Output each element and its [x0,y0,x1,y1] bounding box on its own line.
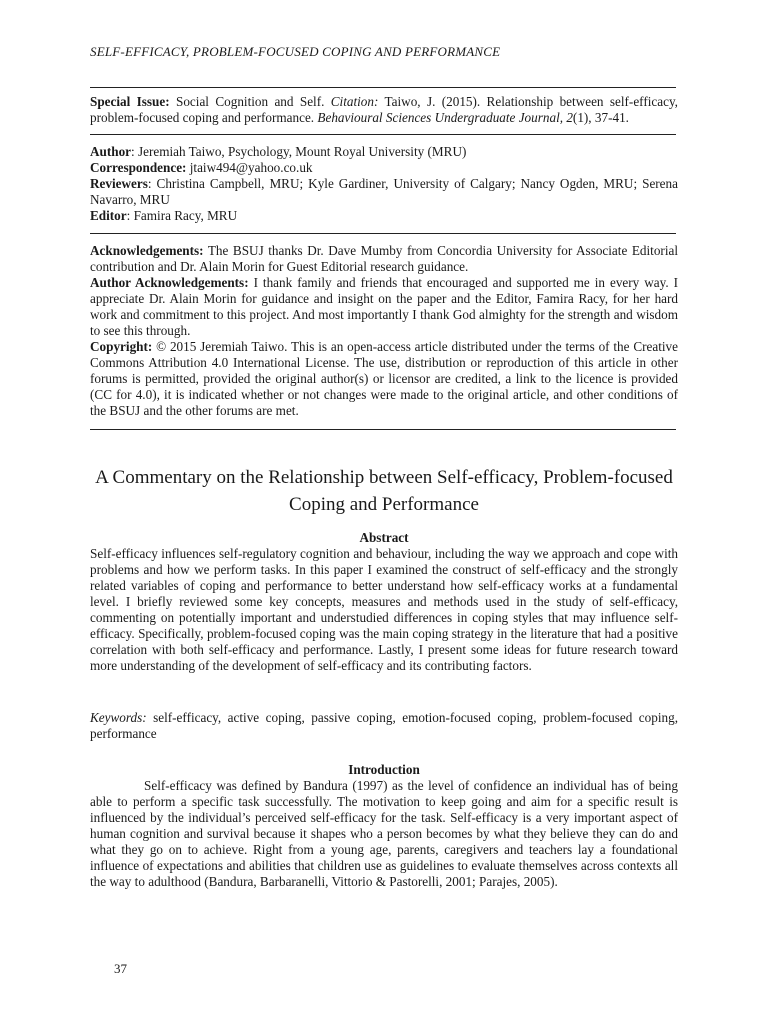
copyright-text: © 2015 Jeremiah Taiwo. This is an open-access article distributed under the terms of the Creative Commons Attribution 4.0 International License. The use, distribution or reproduction of this article in other forums is permitted, provided the original author(s) or licensor are credited, a link to the licence is provided (CC for 4.0), it is indicated whether or not changes were made to the original article, and other conditions of the BSUJ and the other forums are met. [90,339,678,418]
correspondence-label: Correspondence: [90,160,187,175]
acknowledgements-text: The BSUJ thanks Dr. Dave Mumby from Concordia University for Associate Editorial contribution and Dr. Alain Morin for Guest Editorial research guidance. [90,243,678,274]
author-text: : Jeremiah Taiwo, Psychology, Mount Royal University (MRU) [131,144,467,159]
abstract-text: Self-efficacy influences self-regulatory cognition and behaviour, including the way we approach and cope with problems and how we perform tasks. In this paper I examined the construct of self-efficacy and the strongly related variables of coping and performance to better understand how self-efficacy works at a fundamental level. I briefly reviewed some key concepts, measures and methods used in the study of self-efficacy, commenting on potentially important and understudied differences in coping styles that may influence self-efficacy. Specifically, problem-focused coping was the main coping strategy in the literature that had a positive correlation with both self-efficacy and performance. Lastly, I present some ideas for future research toward more understanding of the development of self-efficacy and its contributing factors. [90,546,678,673]
introduction-heading: Introduction [348,762,420,777]
introduction-section [90,762,678,890]
keywords-text: self-efficacy, active coping, passive coping, emotion-focused coping, problem-focused coping, performance [90,710,678,741]
abstract-section [90,530,678,674]
special-issue-label: Special Issue: [90,94,170,109]
copyright-label: Copyright: [90,339,153,354]
keywords-label: Keywords: [90,710,147,725]
introduction-text: Self-efficacy was defined by Bandura (1997) as the level of confidence an individual has of being able to perform a specific task successfully. The motivation to keep going and aim for a specific result is influenced by the individual’s perceived self-efficacy for the task. Self-efficacy is a very important aspect of human cognition and survival because it shapes who a person becomes by what they believe they can do and what they go on to achieve. Right from a young age, parents, caregivers and teachers lay a foundational influence of expectations and abilities that children use as guidelines to evaluate themselves across contexts all the way to adulthood (Bandura, Barbaranelli, Vittorio & Pastorelli, 2001; Parajes, 2005). [90,778,678,889]
divider [90,429,676,430]
divider [90,134,676,135]
keywords [90,710,678,742]
citation-text: Taiwo, J. (2015). Relationship between self-efficacy, problem-focused coping and performance. [90,94,678,125]
divider [90,233,676,234]
author-label: Author [90,144,132,159]
acknowledgements-label: Acknowledgements: [90,243,204,258]
author-acknowledgements-label: Author Acknowledgements: [90,275,249,290]
people-block [90,144,678,224]
abstract-heading: Abstract [359,530,409,545]
correspondence-email: jtaiw494@yahoo.co.uk [186,160,313,175]
citation-block [90,94,678,126]
running-head: SELF-EFFICACY, PROBLEM-FOCUSED COPING AND PERFORMANCE [90,44,501,59]
special-issue-text: Social Cognition and Self. [169,94,331,109]
divider [90,87,676,88]
citation-issue: (1), 37-41. [572,110,629,125]
article-title: A Commentary on the Relationship between Self-efficacy, Problem-focused Coping and Performance [95,467,673,515]
reviewers-label: Reviewers [90,176,148,191]
citation-label: Citation: [330,94,379,109]
journal-name: Behavioural Sciences Undergraduate Journal, 2 [317,110,573,125]
editor-text: : Famira Racy, MRU [126,208,238,223]
editor-label: Editor [90,208,127,223]
reviewers-text: : Christina Campbell, MRU; Kyle Gardiner, University of Calgary; Nancy Ogden, MRU; Serena Navarro, MRU [90,176,678,207]
page-number: 37 [114,961,127,976]
acknowledgements-block [90,243,678,419]
author-acknowledgements-text: I thank family and friends that encouraged and supported me in every way. I appreciate Dr. Alain Morin for guidance and insight on the paper and the Editor, Famira Racy, for her hard work and commitment to this project. And most importantly I thank God almighty for the strength and wisdom to see this through. [90,275,678,338]
